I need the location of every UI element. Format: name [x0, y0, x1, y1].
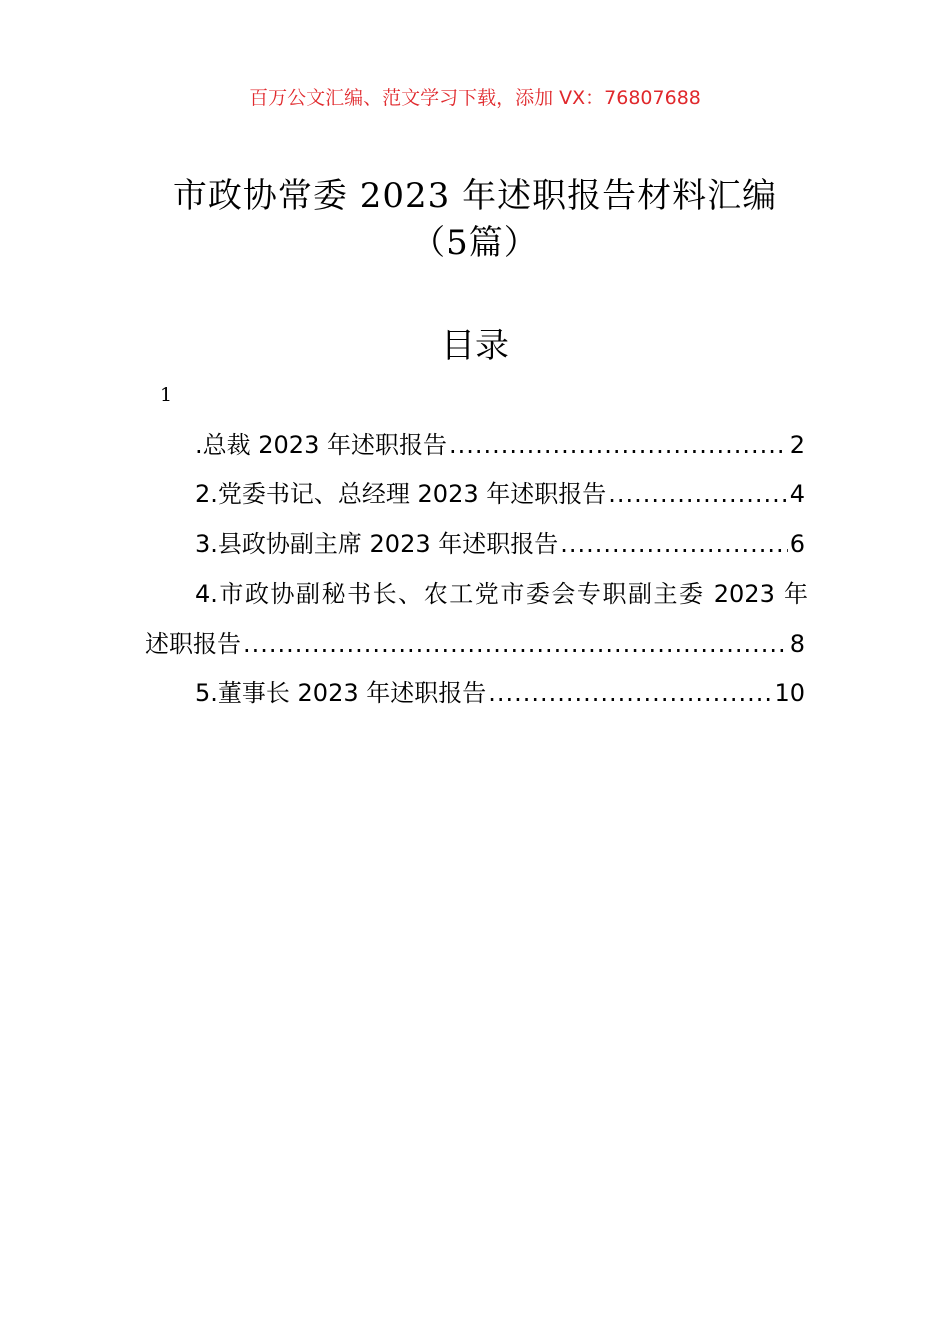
toc-number-marker: 1 [160, 384, 173, 406]
toc-leader-dots [608, 476, 787, 512]
toc-leader-dots [449, 427, 788, 463]
toc-item-1[interactable] [195, 427, 805, 463]
toc-item-4-continuation[interactable] [145, 626, 805, 662]
toc-page-number: 4 [789, 480, 805, 508]
document-title: 市政协常委 2023 年述职报告材料汇编（5篇） [172, 176, 778, 263]
toc-leader-dots [560, 526, 787, 562]
toc-item-title: .总裁 2023 年述职报告 [195, 431, 447, 459]
toc-item-title: 2.党委书记、总经理 2023 年述职报告 [195, 480, 607, 508]
toc-page-number: 6 [789, 530, 805, 558]
toc-leader-dots [243, 626, 788, 662]
toc-heading: 目录 [441, 326, 509, 366]
toc-item-title: 4.市政协副秘书长、农工党市委会专职副主委 2023 年 [195, 580, 808, 608]
toc-item-4[interactable] [195, 576, 808, 612]
toc-page-number: 2 [789, 431, 805, 459]
toc-item-title-continuation: 述职报告 [145, 630, 241, 658]
toc-item-3[interactable] [195, 526, 805, 562]
toc-page-number: 10 [774, 679, 805, 707]
toc-item-title: 5.董事长 2023 年述职报告 [195, 679, 487, 707]
toc-item-5[interactable] [195, 675, 805, 711]
toc-page-number: 8 [789, 630, 805, 658]
toc-item-title: 3.县政协副主席 2023 年述职报告 [195, 530, 559, 558]
header-download-note: 百万公文汇编、范文学习下载，添加 VX：76807688 [249, 87, 701, 109]
toc-leader-dots [488, 675, 772, 711]
toc-item-2[interactable] [195, 476, 805, 512]
